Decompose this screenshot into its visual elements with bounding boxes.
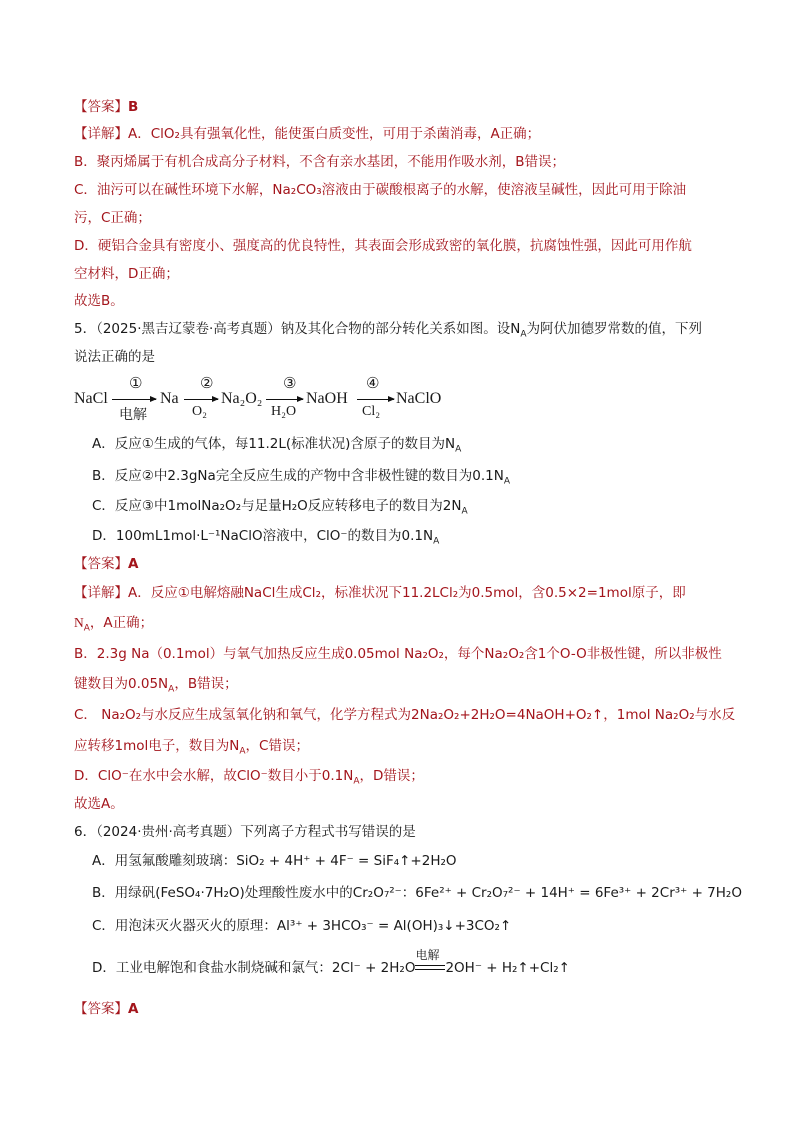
species-naoh: NaOH [306,390,348,407]
q5-option-a: A．反应①生成的气体，每11.2L(标准状况)含原子的数目为$N_A$ [92,436,462,455]
species-naclo: NaClO [396,390,442,407]
condition-4: Cl₂ [362,404,381,419]
answer-line-2: 【答案】A [74,556,139,572]
q5-detail-c2: 应转移1mol电子，数目为$N_A$，C错误； [74,738,309,757]
condition-1: 电解 [119,408,147,423]
step-3-label: ③ [283,374,297,392]
q6-option-b: B．用绿矾(FeSO₄·7H₂O)处理酸性废水中的Cr₂O₇²⁻：6Fe²⁺ + Cr₂O₇²⁻ + 14H⁺ = 6Fe³⁺ + 2Cr³⁺ + 7H₂O [92,885,742,901]
answer-line-3: 【答案】A [74,1001,139,1017]
q5-detail-a2: $N_A$，A正确； [74,615,154,634]
reaction-chain [74,374,494,428]
detail-line-c2: 污，C正确； [74,210,151,226]
q5-detail-d: D．ClO⁻在水中会水解，故ClO⁻数目小于$0.1N_A$，D错误； [74,768,424,787]
choose-line-1: 故选B。 [74,293,124,309]
q6-stem: 6．（2024·贵州·高考真题）下列离子方程式书写错误的是 [74,824,416,840]
q5-stem-line2: 说法正确的是 [74,349,155,365]
species-na2o2: Na₂O₂ [221,390,263,407]
q5-detail-c1: C． Na₂O₂与水反应生成氢氧化钠和氧气，化学方程式为2Na₂O₂+2H₂O=4NaOH+O₂↑，1mol Na₂O₂与水反 [74,707,736,723]
detail-line-a: 【详解】A．ClO₂具有强氧化性，能使蛋白质变性，可用于杀菌消毒，A正确； [74,126,541,142]
q6-option-c: C．用泡沫灭火器灭火的原理：Al³⁺ + 3HCO₃⁻ = Al(OH)₃↓+3CO₂↑ [92,918,512,934]
q5-stem-line1: 5．（2025·黑吉辽蒙卷·高考真题）钠及其化合物的部分转化关系如图。设$N_A$为阿伏加德罗常数的值，下列 [74,321,703,340]
step-1-label: ① [129,374,143,392]
species-nacl: NaCl [74,390,108,407]
q5-detail-b1: B．2.3g Na（0.1mol）与氧气加热反应生成0.05mol Na₂O₂，每个Na₂O₂含1个O-O非极性键，所以非极性 [74,646,722,662]
q6-option-a: A．用氢氟酸雕刻玻璃：SiO₂ + 4H⁺ + 4F⁻ = SiF₄↑+2H₂O [92,853,457,869]
choose-line-2: 故选A。 [74,796,124,812]
answer-line-1: 【答案】B [74,99,139,115]
arrow-3 [266,399,303,400]
arrow-4 [357,399,394,400]
q6-option-d: D．工业电解饱和食盐水制烧碱和氯气：2Cl⁻ + 2H₂O 电解 2OH⁻ + H₂↑+Cl₂↑ [92,948,570,976]
detail-line-c1: C．油污可以在碱性环境下水解，Na₂CO₃溶液由于碳酸根离子的水解，使溶液呈碱性，因此可用于除油 [74,182,687,198]
q5-option-c: C．反应③中1molNa₂O₂与足量H₂O反应转移电子的数目为$2N_A$ [92,498,468,517]
q5-detail-b2: 键数目为$0.05N_A$，B错误； [74,676,238,695]
detail-line-b: B．聚丙烯属于有机合成高分子材料，不含有亲水基团，不能用作吸水剂，B错误； [74,154,566,170]
arrow-2 [184,399,218,400]
q5-detail-a1: 【详解】A．反应①电解熔融NaCl生成Cl₂，标准状况下11.2LCl₂为0.5mol，含0.5×2=1mol原子，即 [74,585,686,601]
step-4-label: ④ [366,374,380,392]
species-na: Na [160,390,179,407]
arrow-1 [112,399,156,400]
detail-line-d1: D．硬铝合金具有密度小、强度高的优良特性，其表面会形成致密的氧化膜，抗腐蚀性强，因此可用作航 [74,238,692,254]
condition-3: H₂O [271,404,297,419]
condition-2: O₂ [192,404,207,419]
detail-line-d2: 空材料，D正确； [74,266,179,282]
electrolysis-equals-sign: 电解 [415,961,445,975]
q5-option-b: B．反应②中2.3gNa完全反应生成的产物中含非极性键的数目为$0.1N_A$ [92,468,511,487]
step-2-label: ② [200,374,214,392]
q5-option-d: D．100mL1mol·L⁻¹NaClO溶液中，ClO⁻的数目为$0.1N_A$ [92,528,440,547]
